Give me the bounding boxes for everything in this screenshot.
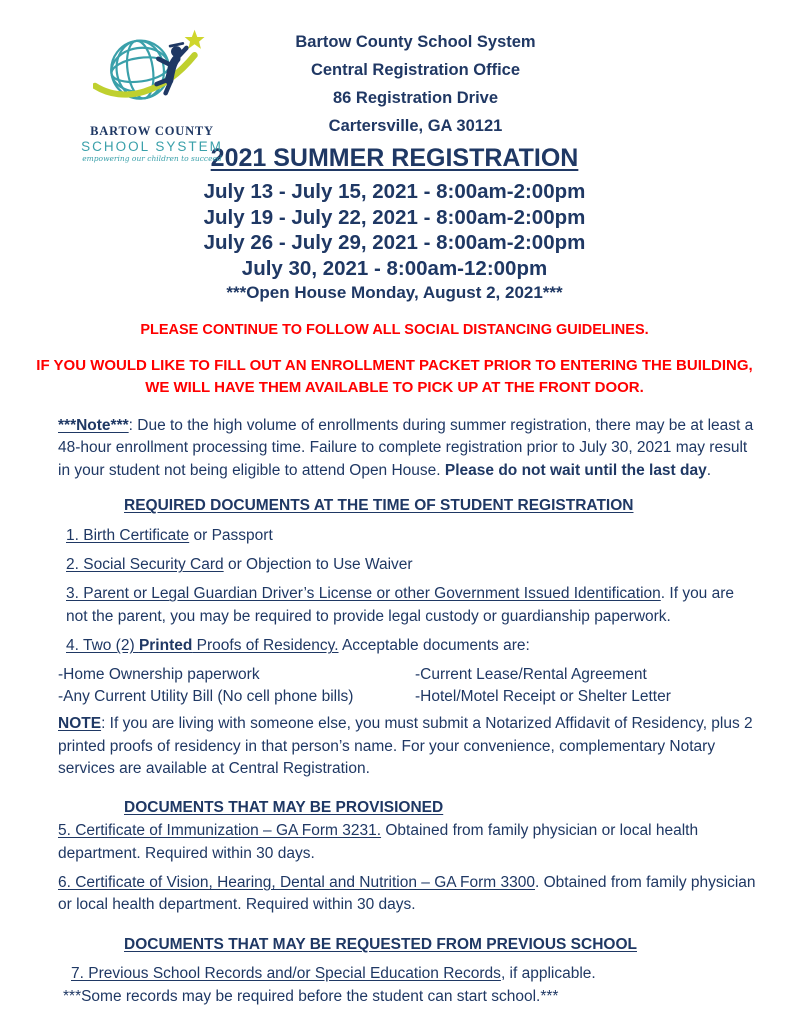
- item1-underlined: 1. Birth Certificate: [66, 526, 190, 544]
- processing-note-paragraph: [58, 415, 759, 482]
- provisioned-docs-heading: DOCUMENTS THAT MAY BE PROVISIONED: [124, 798, 444, 816]
- item2-underlined: 2. Social Security Card: [66, 556, 224, 574]
- item6-rest: . Obtained from family physician or local health department. Required within 30 days.: [58, 873, 756, 914]
- required-doc-item-2: [66, 554, 759, 576]
- previous-school-doc-item-7: [71, 963, 759, 985]
- item4-underlined-a: 4. Two (2): [66, 637, 139, 655]
- residency-option: -Any Current Utility Bill (No cell phone bills): [58, 688, 354, 706]
- logo-tagline: empowering our children to succeed: [82, 154, 222, 163]
- enrollment-packet-alert-line1: IF YOU WOULD LIKE TO FILL OUT AN ENROLLMENT PACKET PRIOR TO ENTERING THE BUILDING,: [36, 357, 753, 374]
- item1-rest: or Passport: [189, 526, 273, 544]
- school-logo-graphic: [93, 28, 211, 124]
- item7-underlined: 7. Previous School Records and/or Special Education Records: [71, 965, 501, 983]
- schedule-row: July 26 - July 29, 2021 - 8:00am-2:00pm: [203, 231, 586, 254]
- logo-name-line2: SCHOOL SYSTEM: [81, 139, 223, 154]
- item5-underlined: 5. Certificate of Immunization – GA Form 3231.: [58, 822, 382, 840]
- item3-rest: . If you are not the parent, you may be required to provide legal custody or guardianship paperwork.: [66, 585, 735, 625]
- provisioned-doc-item-5: [58, 820, 759, 865]
- item4-rest: Acceptable documents are:: [338, 637, 530, 655]
- residency-option: -Home Ownership paperwork: [58, 665, 260, 683]
- previous-school-docs-heading: DOCUMENTS THAT MAY BE REQUESTED FROM PREVIOUS SCHOOL: [124, 935, 637, 953]
- affidavit-note-label: NOTE: [58, 715, 102, 733]
- document-body: [58, 415, 759, 1008]
- enrollment-packet-alert: [0, 355, 789, 399]
- note-body: : Due to the high volume of enrollments during summer registration, there may be at least a 48-hour enrollment processing time. Failure to complete registration prior to July 30, 2021 may result in your student not being eligible to attend Open House.: [58, 417, 754, 479]
- note-period: .: [706, 461, 712, 479]
- item7-rest: , if applicable.: [500, 965, 596, 983]
- provisioned-doc-item-6: [58, 872, 759, 917]
- note-label: ***Note***: [58, 417, 129, 434]
- schedule-row: July 30, 2021 - 8:00am-12:00pm: [241, 256, 548, 280]
- star-icon: [185, 30, 205, 49]
- school-logo: [72, 28, 232, 164]
- affidavit-note-body: : If you are living with someone else, you must submit a Notarized Affidavit of Residency, plus 2 printed proofs of residency in that person’s name. For your convenience, complementary Notary services are available at Central Registration.: [58, 715, 753, 778]
- enrollment-packet-alert-line2: WE WILL HAVE THEM AVAILABLE TO PICK UP AT THE FRONT DOOR.: [145, 379, 644, 396]
- street-address: 86 Registration Drive: [332, 89, 499, 107]
- required-doc-item-1: [66, 525, 759, 547]
- office-name: Central Registration Office: [310, 61, 521, 79]
- schedule-row: July 13 - July 15, 2021 - 8:00am-2:00pm: [203, 180, 586, 203]
- item2-rest: or Objection to Use Waiver: [223, 556, 413, 574]
- item6-underlined: 6. Certificate of Vision, Hearing, Dental and Nutrition – GA Form 3300: [58, 873, 536, 891]
- registration-schedule: [0, 179, 789, 281]
- item4-bold-word: Printed: [138, 637, 193, 655]
- schedule-row: July 19 - July 22, 2021 - 8:00am-2:00pm: [203, 205, 586, 229]
- residency-options-col2: [415, 664, 759, 709]
- affidavit-note-paragraph: [58, 713, 759, 780]
- required-docs-heading: REQUIRED DOCUMENTS AT THE TIME OF STUDENT REGISTRATION: [124, 497, 634, 515]
- required-doc-item-3: [66, 583, 759, 628]
- records-footnote: ***Some records may be required before the student can start school.***: [63, 987, 559, 1005]
- required-doc-item-4: [66, 635, 759, 657]
- open-house-line: ***Open House Monday, August 2, 2021***: [226, 283, 563, 302]
- item3-underlined: 3. Parent or Legal Guardian Driver’s License or other Government Issued Identification: [66, 585, 661, 603]
- city-state-zip: Cartersville, GA 30121: [328, 117, 503, 135]
- page-title: 2021 SUMMER REGISTRATION: [210, 144, 579, 172]
- residency-options-list: [58, 664, 759, 709]
- logo-name-line1: BARTOW COUNTY: [90, 124, 214, 138]
- note-bold-tail: Please do not wait until the last day: [444, 461, 707, 479]
- item5-rest: Obtained from family physician or local health department. Required within 30 days.: [58, 822, 699, 862]
- item4-underlined-b: Proofs of Residency.: [192, 637, 339, 655]
- residency-options-col1: [58, 664, 415, 709]
- residency-option: -Current Lease/Rental Agreement: [415, 665, 647, 683]
- social-distancing-alert: PLEASE CONTINUE TO FOLLOW ALL SOCIAL DISTANCING GUIDELINES.: [140, 322, 649, 338]
- org-name: Bartow County School System: [295, 33, 536, 51]
- residency-option: -Hotel/Motel Receipt or Shelter Letter: [415, 688, 671, 706]
